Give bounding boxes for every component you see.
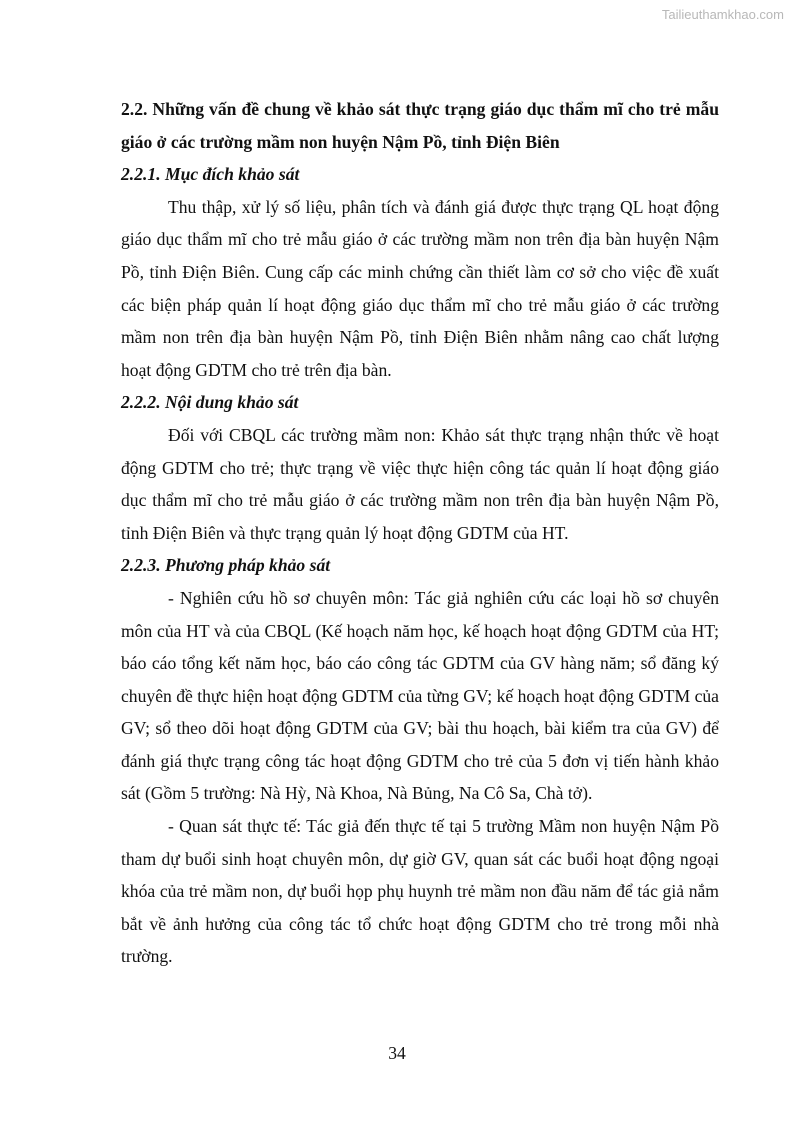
section-2-2-2-paragraph: Đối với CBQL các trường mầm non: Khảo sát thực trạng nhận thức về hoạt động GDTM cho trẻ; thực trạng về việc thực hiện công tác quản lí hoạt động giáo dục thẩm mĩ cho trẻ mẫu giáo ở các trường mầm non trên địa bàn huyện Nậm Pồ, tỉnh Điện Biên và thực trạng quản lý hoạt động GDTM của HT. xyxy=(121,424,719,543)
watermark-text: Tailieuthamkhao.com xyxy=(661,7,784,22)
section-2-2-3-paragraph-1: - Nghiên cứu hồ sơ chuyên môn: Tác giả nghiên cứu các loại hồ sơ chuyên môn của HT và của CBQL (Kế hoạch năm học, kế hoạch hoạt động GDTM của HT; báo cáo tổng kết năm học, báo cáo công tác GDTM của GV hàng năm; sổ đăng ký chuyên đề thực hiện hoạt động GDTM của từng GV; kế hoạch hoạt động GDTM của GV; sổ theo dõi hoạt động GDTM của GV; bài thu hoạch, bài kiểm tra của GV) để đánh giá thực trạng công tác hoạt động GDTM cho trẻ của 5 đơn vị tiến hành khảo sát (Gồm 5 trường: Nà Hỳ, Nà Khoa, Nà Bủng, Na Cô Sa, Chà tở). xyxy=(121,587,719,804)
section-2-2-3-heading: 2.2.3. Phương pháp khảo sát xyxy=(121,555,331,576)
page-number: 34 xyxy=(388,1043,406,1063)
document-body xyxy=(121,93,719,973)
section-2-2-heading: 2.2. Những vấn đề chung về khảo sát thực trạng giáo dục thẩm mĩ cho trẻ mẫu giáo ở các trường mầm non huyện Nậm Pồ, tỉnh Điện Biên xyxy=(121,99,719,152)
section-2-2-1-paragraph: Thu thập, xử lý số liệu, phân tích và đánh giá được thực trạng QL hoạt động giáo dục thẩm mĩ cho trẻ mẫu giáo ở các trường mầm non trên địa bàn huyện Nậm Pồ, tỉnh Điện Biên. Cung cấp các minh chứng cần thiết làm cơ sở cho việc đề xuất các biện pháp quản lí hoạt động giáo dục thẩm mĩ cho trẻ mẫu giáo ở các trường mầm non trên địa bàn huyện Nậm Pồ, tỉnh Điện Biên nhằm nâng cao chất lượng hoạt động GDTM cho trẻ trên địa bàn. xyxy=(121,196,719,380)
section-2-2-1-heading: 2.2.1. Mục đích khảo sát xyxy=(121,164,300,185)
section-2-2-2-heading: 2.2.2. Nội dung khảo sát xyxy=(121,392,299,413)
section-2-2-3-paragraph-2: - Quan sát thực tế: Tác giả đến thực tế tại 5 trường Mầm non huyện Nậm Pồ tham dự buổi sinh hoạt chuyên môn, dự giờ GV, quan sát các buổi hoạt động ngoại khóa của trẻ mầm non, dự buổi họp phụ huynh trẻ mầm non đầu năm để tác giả nắm bắt về ảnh hưởng của công tác tổ chức hoạt động GDTM cho trẻ trong mỗi nhà trường. xyxy=(121,816,719,967)
